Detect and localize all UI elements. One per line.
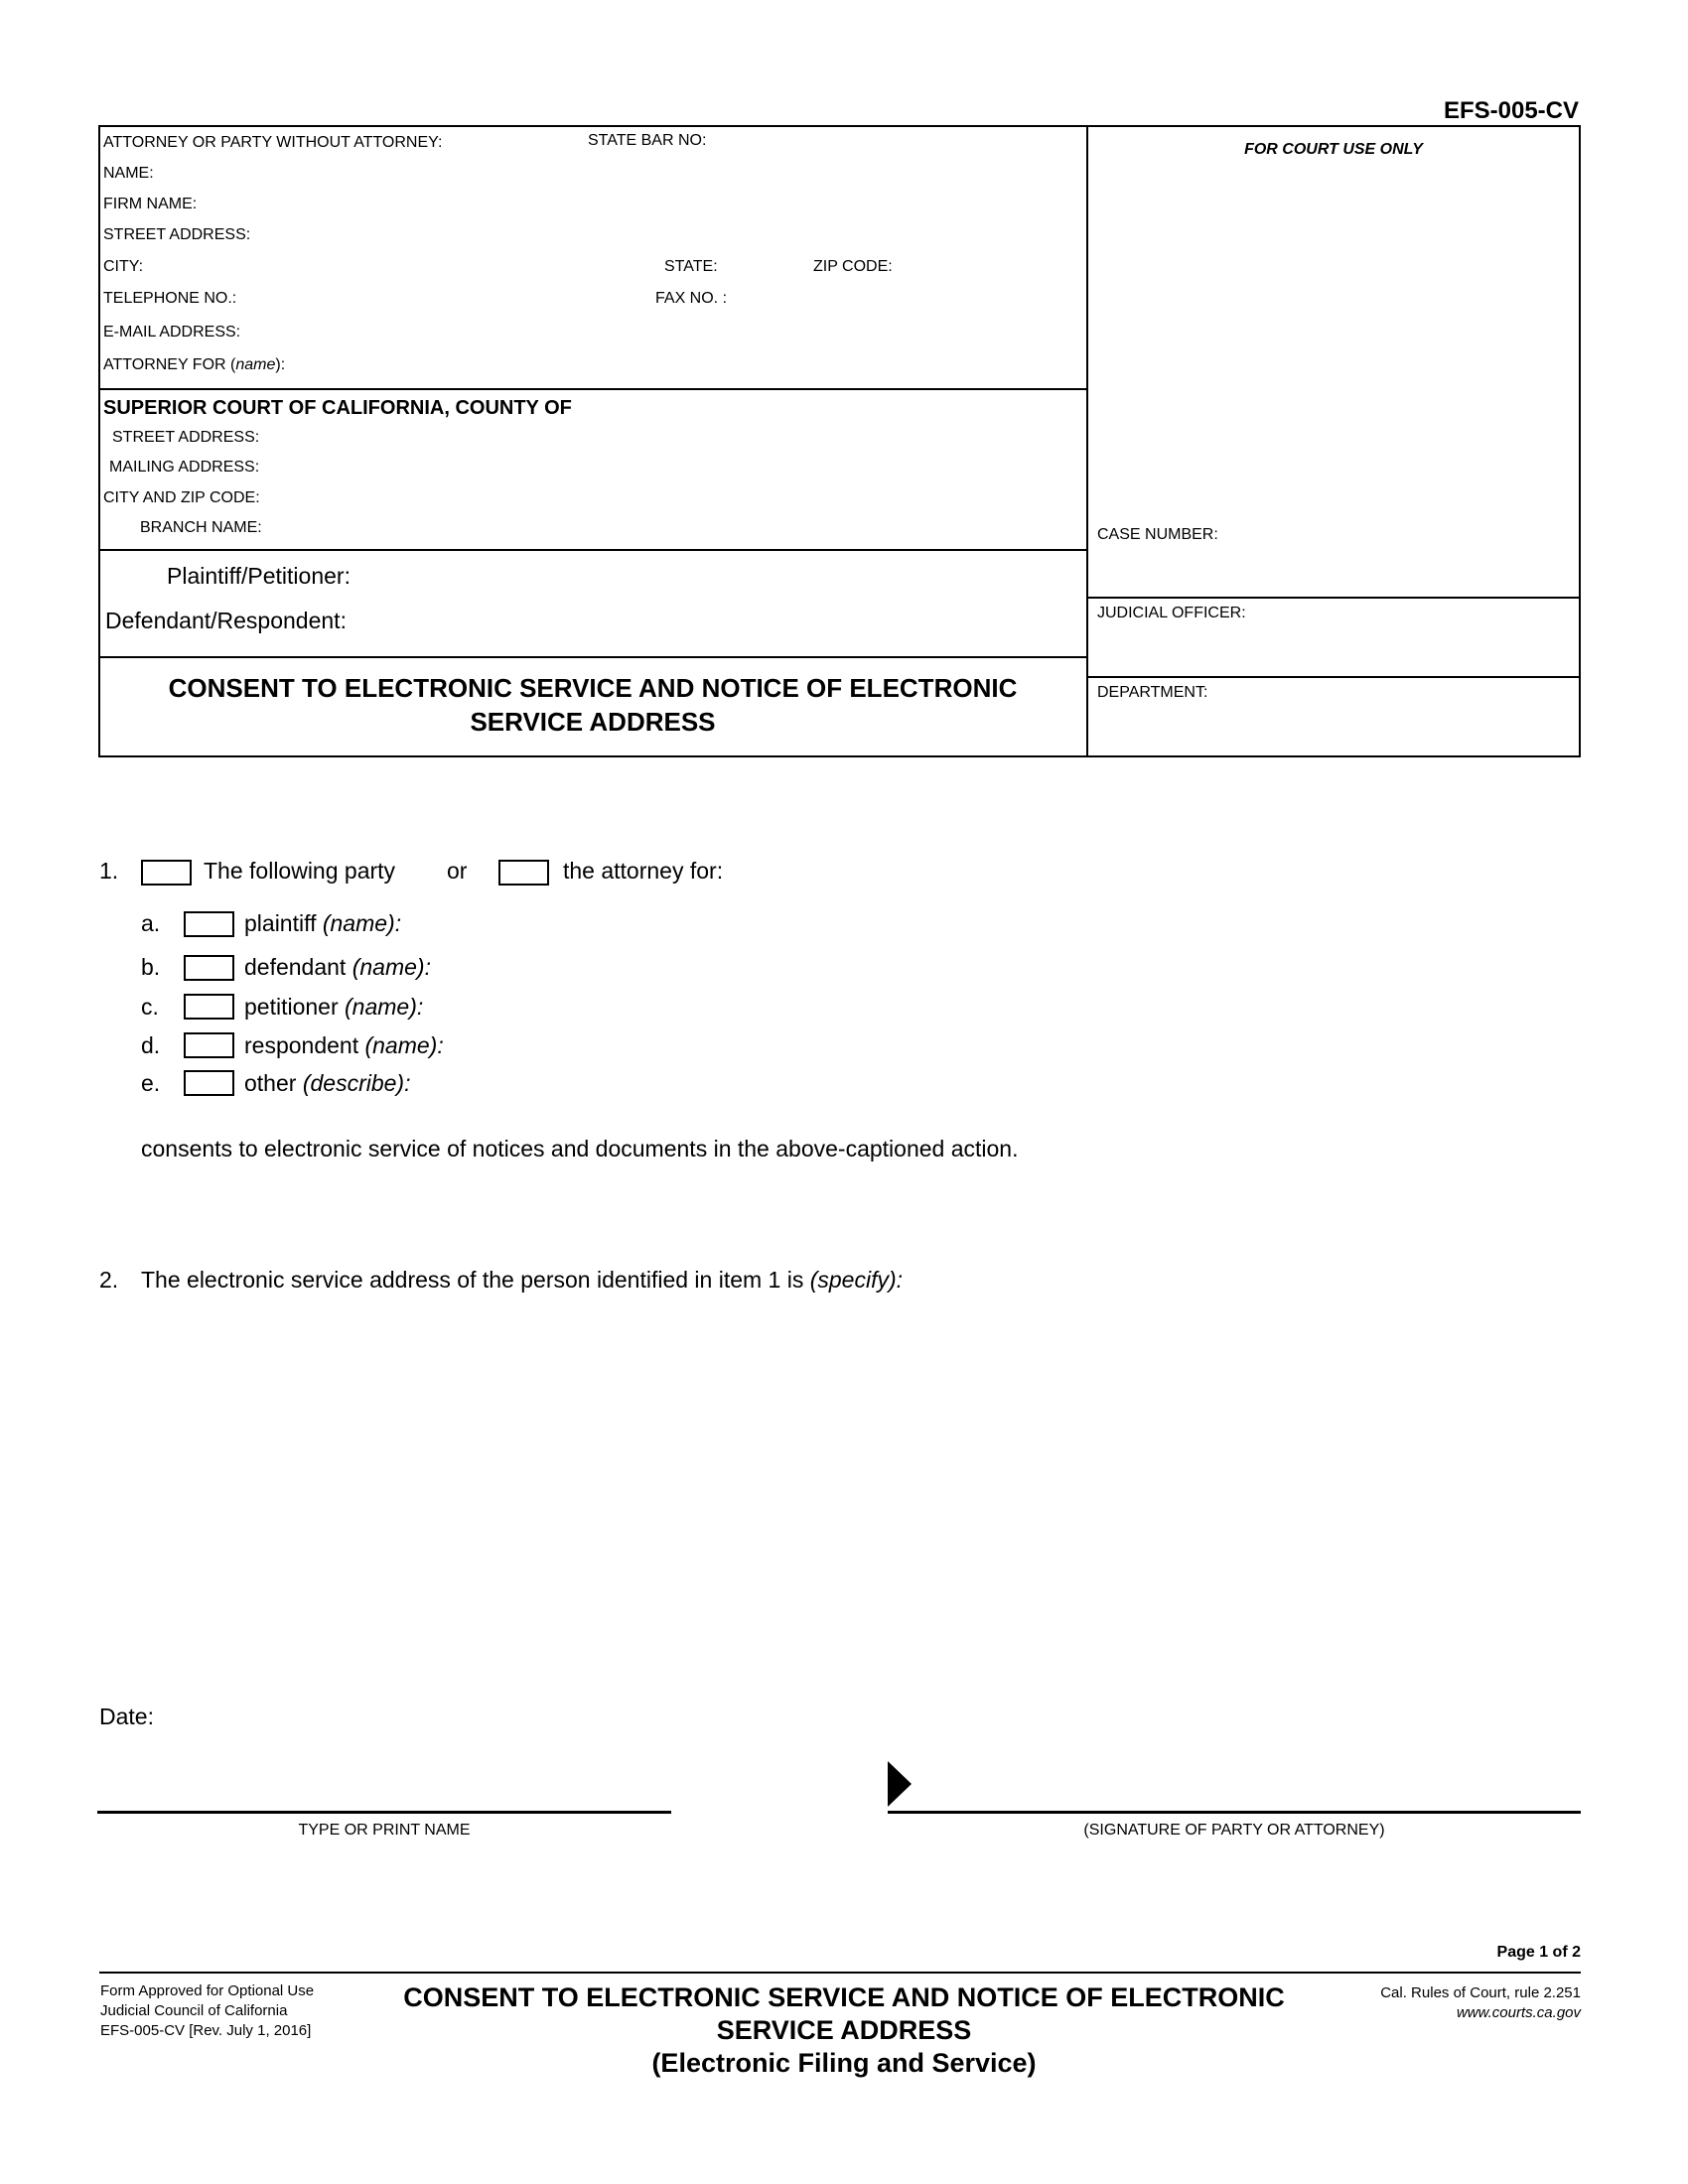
footer-title — [328, 1981, 1360, 2080]
date-label: Date: — [99, 1704, 154, 1729]
or-label: or — [447, 858, 468, 884]
defendant-respondent-label: Defendant/Respondent: — [105, 608, 347, 633]
subitem-b-letter: b. — [141, 954, 161, 980]
footer-left-line1: Form Approved for Optional Use — [100, 1982, 315, 1999]
caption-center-divider — [1086, 125, 1088, 757]
email-label: E-MAIL ADDRESS: — [103, 324, 241, 341]
attorney-label: ATTORNEY OR PARTY WITHOUT ATTORNEY: — [103, 134, 443, 151]
print-name-line[interactable] — [97, 1811, 671, 1814]
divider-case-judicial — [1087, 597, 1580, 599]
firm-name-label: FIRM NAME: — [103, 196, 198, 212]
divider-attorney-court — [99, 388, 1087, 390]
case-number-label: CASE NUMBER: — [1097, 526, 1218, 543]
court-heading: SUPERIOR COURT OF CALIFORNIA, COUNTY OF — [103, 397, 572, 419]
page-number: Page 1 of 2 — [1496, 1944, 1581, 1961]
footer-left-info — [100, 1981, 314, 2041]
item2-number: 2. — [99, 1267, 119, 1293]
court-mailing-label: MAILING ADDRESS: — [109, 459, 260, 476]
plaintiff-petitioner-label: Plaintiff/Petitioner: — [167, 563, 351, 589]
subitem-d-letter: d. — [141, 1032, 161, 1058]
plaintiff-label: plaintiff (name): — [244, 910, 402, 936]
item2-text: The electronic service address of the person identified in item 1 is (specify): — [141, 1267, 904, 1293]
subitem-a-letter: a. — [141, 910, 161, 936]
zip-code-label: ZIP CODE: — [813, 258, 893, 275]
judicial-officer-label: JUDICIAL OFFICER: — [1097, 605, 1246, 621]
caption-right-border — [1579, 125, 1581, 757]
form-title — [99, 671, 1086, 739]
caption-top-border — [99, 125, 1581, 127]
signature-caption: (SIGNATURE OF PARTY OR ATTORNEY) — [1083, 1822, 1385, 1839]
footer-title-line1: CONSENT TO ELECTRONIC SERVICE AND NOTICE OF ELECTRONIC — [403, 1982, 1285, 2012]
signature-arrow-icon — [888, 1761, 912, 1807]
following-party-checkbox[interactable] — [141, 860, 192, 886]
attorney-for-option-label: the attorney for: — [563, 858, 724, 884]
footer-left-line2: Judicial Council of California — [100, 2002, 288, 2019]
court-use-only-label: FOR COURT USE ONLY — [1244, 141, 1423, 158]
following-party-label: The following party — [204, 858, 396, 884]
plaintiff-checkbox[interactable] — [184, 911, 234, 937]
form-title-line2: SERVICE ADDRESS — [470, 707, 716, 737]
state-label: STATE: — [664, 258, 718, 275]
name-label: NAME: — [103, 165, 154, 182]
form-number: EFS-005-CV — [1443, 97, 1579, 124]
fax-label: FAX NO. : — [655, 290, 728, 307]
signature-line[interactable] — [888, 1811, 1581, 1814]
court-city-zip-label: CITY AND ZIP CODE: — [103, 489, 260, 506]
subitem-e-letter: e. — [141, 1070, 161, 1096]
footer-rule — [99, 1972, 1581, 1974]
attorney-for-checkbox[interactable] — [498, 860, 549, 886]
department-label: DEPARTMENT: — [1097, 684, 1208, 701]
caption-left-border — [98, 125, 100, 757]
respondent-checkbox[interactable] — [184, 1032, 234, 1058]
divider-parties-title — [99, 656, 1087, 658]
form-title-line1: CONSENT TO ELECTRONIC SERVICE AND NOTICE OF ELECTRONIC — [168, 673, 1018, 703]
caption-bottom-border — [99, 755, 1581, 757]
consent-text: consents to electronic service of notices and documents in the above-captioned action. — [141, 1136, 1019, 1161]
petitioner-label: petitioner (name): — [244, 994, 424, 1020]
print-name-caption: TYPE OR PRINT NAME — [298, 1822, 471, 1839]
footer-left-line3: EFS-005-CV [Rev. July 1, 2016] — [100, 2022, 312, 2039]
defendant-checkbox[interactable] — [184, 955, 234, 981]
footer-title-line3: (Electronic Filing and Service) — [651, 2048, 1037, 2078]
telephone-label: TELEPHONE NO.: — [103, 290, 237, 307]
respondent-label: respondent (name): — [244, 1032, 444, 1058]
court-branch-label: BRANCH NAME: — [140, 519, 262, 536]
other-checkbox[interactable] — [184, 1070, 234, 1096]
footer-title-line2: SERVICE ADDRESS — [716, 2015, 972, 2045]
street-address-label: STREET ADDRESS: — [103, 226, 251, 243]
subitem-c-letter: c. — [141, 994, 159, 1020]
divider-judicial-department — [1087, 676, 1580, 678]
attorney-for-label: ATTORNEY FOR (name): — [103, 356, 286, 373]
footer-website-link[interactable]: www.courts.ca.gov — [1456, 2004, 1581, 2021]
state-bar-label: STATE BAR NO: — [588, 132, 707, 149]
other-label: other (describe): — [244, 1070, 411, 1096]
city-label: CITY: — [103, 258, 144, 275]
footer-rules-ref: Cal. Rules of Court, rule 2.251 — [1380, 1984, 1581, 2001]
item1-number: 1. — [99, 858, 119, 884]
footer-right-info — [1291, 1983, 1581, 2023]
divider-court-parties — [99, 549, 1087, 551]
defendant-label: defendant (name): — [244, 954, 431, 980]
court-street-label: STREET ADDRESS: — [112, 429, 260, 446]
petitioner-checkbox[interactable] — [184, 994, 234, 1020]
